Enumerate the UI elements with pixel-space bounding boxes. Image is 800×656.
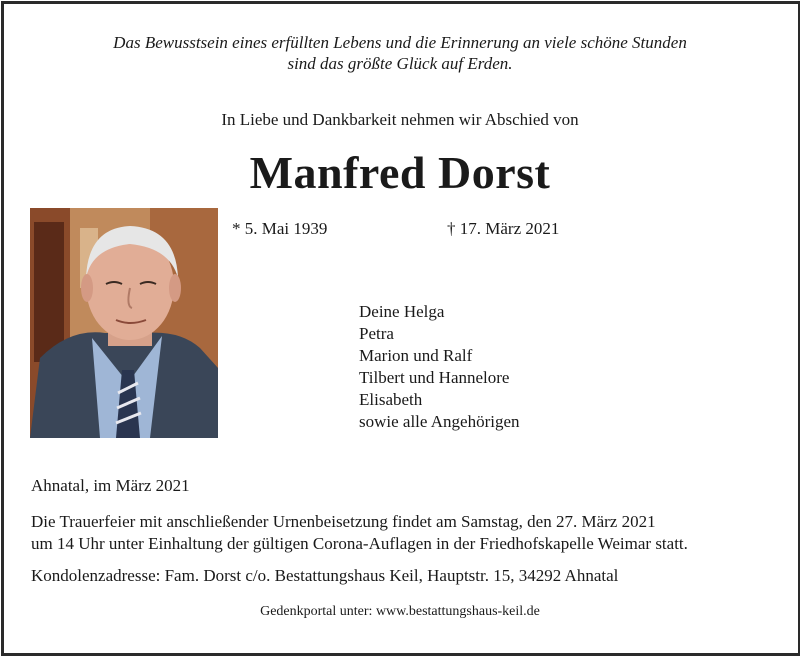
deceased-name: Manfred Dorst [249, 147, 551, 198]
mourner-item: Tilbert und Hannelore [359, 368, 510, 387]
birth-date: * 5. Mai 1939 [232, 219, 328, 238]
mourner-item: Deine Helga [359, 302, 445, 321]
mourners-list [359, 301, 520, 433]
funeral-line-1: Die Trauerfeier mit anschließender Urnenbeisetzung findet am Samstag, den 27. März 2021 [31, 512, 656, 531]
mourner-item: Marion und Ralf [359, 346, 473, 365]
verse-line-2: sind das größte Glück auf Erden. [287, 54, 513, 73]
funeral-line-2: um 14 Uhr unter Einhaltung der gültigen Corona-Auflagen in der Friedhofskapelle Weimar statt. [31, 534, 688, 553]
mourner-item: Petra [359, 324, 394, 343]
condolence-address: Kondolenzadresse: Fam. Dorst c/o. Bestattungshaus Keil, Hauptstr. 15, 34292 Ahnatal [31, 566, 619, 585]
portrait-photo [30, 208, 218, 438]
funeral-info [31, 511, 688, 555]
memorial-portal-note: Gedenkportal unter: www.bestattungshaus-keil.de [260, 604, 540, 619]
mourner-item: Elisabeth [359, 390, 423, 409]
farewell-intro: In Liebe und Dankbarkeit nehmen wir Abschied von [221, 110, 579, 129]
death-date: † 17. März 2021 [447, 219, 560, 238]
mourner-item: sowie alle Angehörigen [359, 412, 520, 431]
place-and-date: Ahnatal, im März 2021 [31, 476, 190, 495]
verse-line-1: Das Bewusstsein eines erfüllten Lebens und die Erinnerung an viele schöne Stunden [113, 33, 687, 52]
